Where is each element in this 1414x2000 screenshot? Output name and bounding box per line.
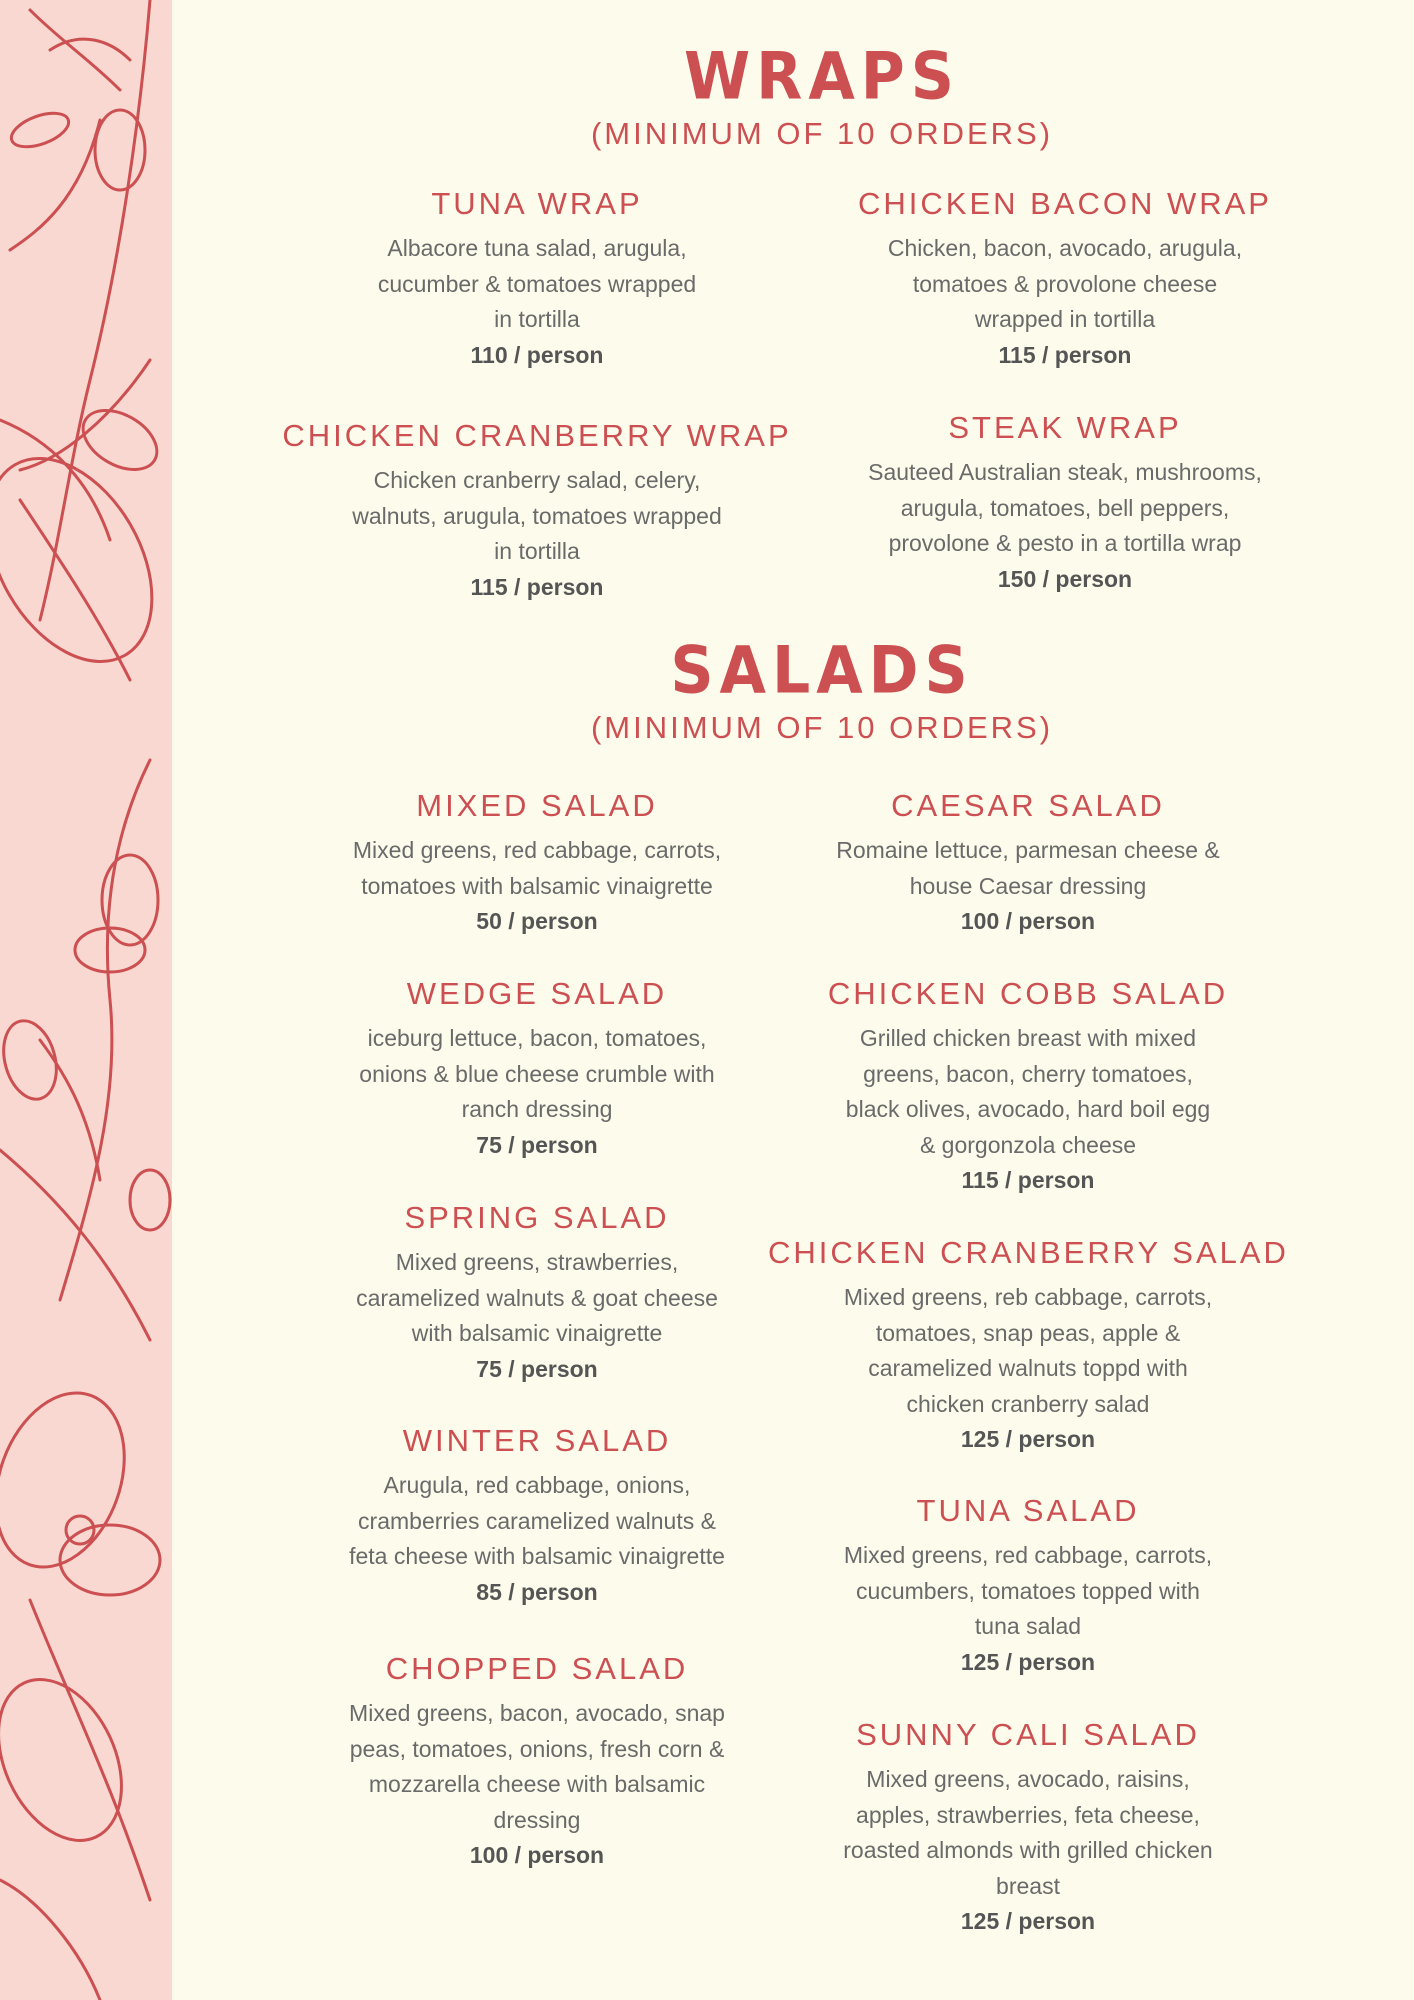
menu-item <box>768 1234 1288 1457</box>
floral-sidebar <box>0 0 172 2000</box>
item-name: TUNA WRAP <box>431 186 643 221</box>
item-price: 125 / person <box>960 1426 1096 1452</box>
item-name: TUNA SALAD <box>916 1493 1140 1528</box>
item-name: CHICKEN CRANBERRY WRAP <box>282 418 792 453</box>
floral-illustration-icon <box>0 0 172 2000</box>
menu-item <box>805 409 1325 597</box>
item-price: 100 / person <box>469 1842 605 1868</box>
item-description: Romaine lettuce, parmesan cheese & house Caesar dressing <box>836 837 1220 899</box>
menu-item <box>277 185 797 373</box>
item-price: 75 / person <box>476 1131 598 1158</box>
item-description: Albacore tuna salad, arugula, cucumber & tomatoes wrapped in tortilla <box>377 235 697 332</box>
menu-item <box>768 975 1288 1198</box>
item-price: 125 / person <box>960 1648 1096 1675</box>
menu-content <box>172 0 1414 2000</box>
item-name: SPRING SALAD <box>404 1200 670 1235</box>
item-description: Mixed greens, red cabbage, carrots, cucumbers, tomatoes topped with tuna salad <box>843 1542 1213 1639</box>
menu-item <box>277 1650 797 1873</box>
item-description: Grilled chicken breast with mixed greens, bacon, cherry tomatoes, black olives, avocado, hard boil egg & gorgonzola cheese <box>845 1025 1211 1158</box>
menu-item <box>768 1492 1288 1680</box>
menu-item <box>277 787 797 939</box>
item-price: 150 / person <box>997 565 1133 592</box>
menu-item <box>768 787 1288 939</box>
item-price: 85 / person <box>476 1578 598 1605</box>
item-description: Mixed greens, strawberries, caramelized walnuts & goat cheese with balsamic vinaigrette <box>356 1249 718 1346</box>
menu-item <box>277 417 797 605</box>
item-price: 115 / person <box>998 341 1132 368</box>
item-price: 115 / person <box>470 573 604 600</box>
item-description: Mixed greens, bacon, avocado, snap peas, tomatoes, onions, fresh corn & mozzarella cheese with balsamic dressing <box>349 1700 725 1833</box>
item-description: Sauteed Australian steak, mushrooms, arugula, tomatoes, bell peppers, provolone & pesto in a tortilla wrap <box>868 459 1262 556</box>
item-name: MIXED SALAD <box>416 788 658 823</box>
item-name: CHICKEN COBB SALAD <box>827 976 1229 1011</box>
item-price: 50 / person <box>476 908 598 934</box>
menu-item <box>277 1199 797 1387</box>
item-name: CHOPPED SALAD <box>385 1651 689 1686</box>
salads-title: SALADS <box>670 633 974 709</box>
item-name: STEAK WRAP <box>948 410 1182 445</box>
item-description: Mixed greens, reb cabbage, carrots, tomatoes, snap peas, apple & caramelized walnuts toppd with chicken cranberry salad <box>843 1284 1213 1417</box>
item-name: CHICKEN CRANBERRY SALAD <box>768 1235 1289 1270</box>
item-price: 110 / person <box>470 341 604 368</box>
wraps-subtitle: (MINIMUM OF 10 ORDERS) <box>590 116 1054 151</box>
menu-item <box>277 975 797 1163</box>
item-name: WINTER SALAD <box>402 1423 672 1458</box>
menu-item <box>277 1422 797 1610</box>
item-description: Chicken, bacon, avocado, arugula, tomatoes & provolone cheese wrapped in tortilla <box>887 235 1243 332</box>
item-description: Mixed greens, avocado, raisins, apples, strawberries, feta cheese, roasted almonds with grilled chicken breast <box>843 1766 1213 1899</box>
item-price: 115 / person <box>961 1167 1095 1193</box>
item-name: CAESAR SALAD <box>891 788 1165 823</box>
menu-item <box>768 1716 1288 1939</box>
wraps-title: WRAPS <box>683 39 960 115</box>
item-description: Arugula, red cabbage, onions, cramberries caramelized walnuts & feta cheese with balsamic vinaigrette <box>349 1472 725 1569</box>
item-description: Chicken cranberry salad, celery, walnuts, arugula, tomatoes wrapped in tortilla <box>352 467 722 564</box>
item-description: iceburg lettuce, bacon, tomatoes, onions & blue cheese crumble with ranch dressing <box>359 1025 715 1122</box>
menu-item <box>805 185 1325 373</box>
item-price: 100 / person <box>960 908 1096 934</box>
salads-subtitle: (MINIMUM OF 10 ORDERS) <box>590 710 1054 745</box>
item-name: SUNNY CALI SALAD <box>856 1717 1200 1752</box>
item-name: CHICKEN BACON WRAP <box>858 186 1272 221</box>
item-price: 75 / person <box>476 1355 598 1382</box>
item-name: WEDGE SALAD <box>406 976 668 1011</box>
item-description: Mixed greens, red cabbage, carrots, tomatoes with balsamic vinaigrette <box>352 837 722 899</box>
item-price: 125 / person <box>960 1908 1096 1934</box>
